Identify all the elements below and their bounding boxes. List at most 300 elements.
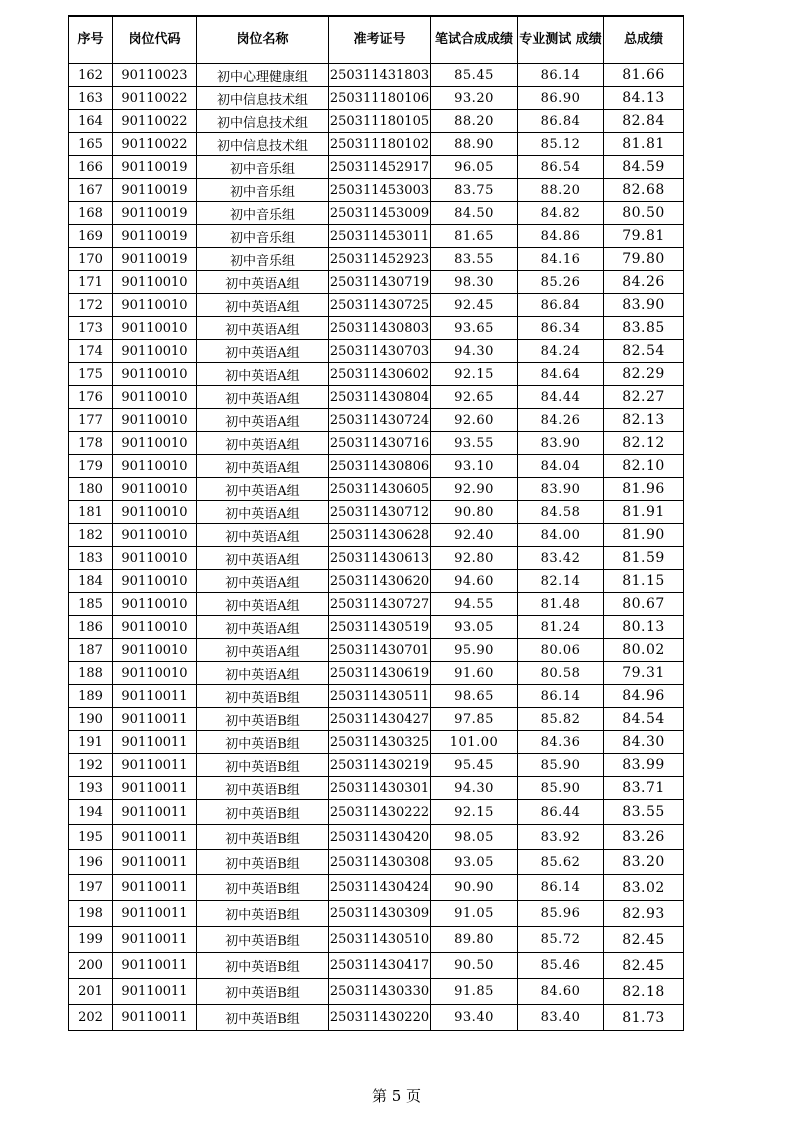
ticket-number-cell: 250311430427 [329,708,431,731]
ticket-number-cell: 250311430330 [329,979,431,1005]
ticket-number-cell: 250311430619 [329,662,431,685]
table-row [69,317,684,340]
table-row [69,953,684,979]
professional-score-cell: 80.06 [518,639,604,662]
ticket-number-cell: 250311452923 [329,248,431,271]
post-name-cell: 初中英语A组 [197,616,329,639]
professional-score-cell: 85.26 [518,271,604,294]
post-code-cell: 90110011 [113,953,197,979]
post-code-cell: 90110011 [113,708,197,731]
total-score-cell: 82.68 [604,179,684,202]
header-total-score: 总成绩 [604,16,684,64]
header-professional-score: 专业测试 成绩 [518,16,604,64]
professional-score-cell: 83.42 [518,547,604,570]
professional-score-cell: 86.34 [518,317,604,340]
post-code-cell: 90110010 [113,593,197,616]
ticket-number-cell: 250311430613 [329,547,431,570]
ticket-number-cell: 250311430803 [329,317,431,340]
row-index-cell: 174 [69,340,113,363]
post-code-cell: 90110010 [113,639,197,662]
written-score-cell: 92.15 [431,363,518,386]
row-index-cell: 181 [69,501,113,524]
professional-score-cell: 86.84 [518,294,604,317]
table-row [69,248,684,271]
post-name-cell: 初中信息技术组 [197,110,329,133]
total-score-cell: 83.71 [604,777,684,800]
post-name-cell: 初中英语B组 [197,777,329,800]
total-score-cell: 83.85 [604,317,684,340]
table-row [69,478,684,501]
post-name-cell: 初中英语A组 [197,662,329,685]
ticket-number-cell: 250311453011 [329,225,431,248]
written-score-cell: 88.20 [431,110,518,133]
written-score-cell: 92.60 [431,409,518,432]
row-index-cell: 194 [69,800,113,825]
row-index-cell: 169 [69,225,113,248]
table-body [69,64,684,1031]
ticket-number-cell: 250311430701 [329,639,431,662]
table-row [69,271,684,294]
row-index-cell: 199 [69,927,113,953]
written-score-cell: 98.30 [431,271,518,294]
row-index-cell: 192 [69,754,113,777]
ticket-number-cell: 250311430727 [329,593,431,616]
written-score-cell: 94.60 [431,570,518,593]
row-index-cell: 197 [69,875,113,901]
ticket-number-cell: 250311430510 [329,927,431,953]
row-index-cell: 177 [69,409,113,432]
post-code-cell: 90110011 [113,825,197,850]
table-row [69,708,684,731]
post-code-cell: 90110019 [113,179,197,202]
row-index-cell: 165 [69,133,113,156]
written-score-cell: 92.45 [431,294,518,317]
table-row [69,927,684,953]
ticket-number-cell: 250311430424 [329,875,431,901]
table-row [69,202,684,225]
professional-score-cell: 86.44 [518,800,604,825]
row-index-cell: 200 [69,953,113,979]
professional-score-cell: 84.58 [518,501,604,524]
total-score-cell: 82.29 [604,363,684,386]
post-code-cell: 90110011 [113,685,197,708]
ticket-number-cell: 250311430716 [329,432,431,455]
post-name-cell: 初中英语A组 [197,363,329,386]
post-name-cell: 初中英语A组 [197,340,329,363]
professional-score-cell: 85.62 [518,850,604,875]
table-row [69,225,684,248]
written-score-cell: 92.40 [431,524,518,547]
post-name-cell: 初中英语B组 [197,979,329,1005]
written-score-cell: 93.05 [431,616,518,639]
row-index-cell: 164 [69,110,113,133]
ticket-number-cell: 250311430602 [329,363,431,386]
table-row [69,800,684,825]
table-row [69,662,684,685]
post-name-cell: 初中音乐组 [197,156,329,179]
professional-score-cell: 88.20 [518,179,604,202]
post-name-cell: 初中信息技术组 [197,133,329,156]
post-code-cell: 90110022 [113,133,197,156]
written-score-cell: 91.85 [431,979,518,1005]
row-index-cell: 188 [69,662,113,685]
total-score-cell: 84.59 [604,156,684,179]
table-row [69,547,684,570]
ticket-number-cell: 250311430725 [329,294,431,317]
post-name-cell: 初中英语B组 [197,901,329,927]
ticket-number-cell: 250311453009 [329,202,431,225]
post-code-cell: 90110010 [113,271,197,294]
ticket-number-cell: 250311430511 [329,685,431,708]
table-row [69,455,684,478]
row-index-cell: 179 [69,455,113,478]
written-score-cell: 93.10 [431,455,518,478]
row-index-cell: 196 [69,850,113,875]
professional-score-cell: 82.14 [518,570,604,593]
total-score-cell: 82.45 [604,927,684,953]
written-score-cell: 93.55 [431,432,518,455]
professional-score-cell: 86.14 [518,64,604,87]
table-row [69,639,684,662]
table-header-row [69,16,684,64]
table-row [69,593,684,616]
ticket-number-cell: 250311430719 [329,271,431,294]
total-score-cell: 83.20 [604,850,684,875]
row-index-cell: 170 [69,248,113,271]
ticket-number-cell: 250311430628 [329,524,431,547]
post-name-cell: 初中英语B组 [197,685,329,708]
row-index-cell: 178 [69,432,113,455]
written-score-cell: 95.90 [431,639,518,662]
post-name-cell: 初中英语A组 [197,501,329,524]
row-index-cell: 168 [69,202,113,225]
professional-score-cell: 84.64 [518,363,604,386]
row-index-cell: 171 [69,271,113,294]
written-score-cell: 89.80 [431,927,518,953]
post-name-cell: 初中英语A组 [197,478,329,501]
professional-score-cell: 85.82 [518,708,604,731]
table-row [69,524,684,547]
ticket-number-cell: 250311430325 [329,731,431,754]
professional-score-cell: 84.16 [518,248,604,271]
post-name-cell: 初中英语A组 [197,524,329,547]
professional-score-cell: 84.00 [518,524,604,547]
row-index-cell: 201 [69,979,113,1005]
professional-score-cell: 83.90 [518,432,604,455]
post-code-cell: 90110011 [113,979,197,1005]
written-score-cell: 90.80 [431,501,518,524]
total-score-cell: 82.45 [604,953,684,979]
professional-score-cell: 86.14 [518,685,604,708]
total-score-cell: 84.30 [604,731,684,754]
professional-score-cell: 84.60 [518,979,604,1005]
professional-score-cell: 86.84 [518,110,604,133]
post-name-cell: 初中音乐组 [197,248,329,271]
post-code-cell: 90110010 [113,294,197,317]
total-score-cell: 84.54 [604,708,684,731]
total-score-cell: 80.13 [604,616,684,639]
row-index-cell: 163 [69,87,113,110]
row-index-cell: 184 [69,570,113,593]
ticket-number-cell: 250311431803 [329,64,431,87]
post-name-cell: 初中英语A组 [197,639,329,662]
ticket-number-cell: 250311453003 [329,179,431,202]
written-score-cell: 81.65 [431,225,518,248]
row-index-cell: 173 [69,317,113,340]
total-score-cell: 82.27 [604,386,684,409]
post-name-cell: 初中心理健康组 [197,64,329,87]
written-score-cell: 94.30 [431,340,518,363]
written-score-cell: 92.90 [431,478,518,501]
post-code-cell: 90110010 [113,432,197,455]
professional-score-cell: 80.58 [518,662,604,685]
total-score-cell: 82.54 [604,340,684,363]
ticket-number-cell: 250311452917 [329,156,431,179]
ticket-number-cell: 250311180105 [329,110,431,133]
table-row [69,901,684,927]
total-score-cell: 84.13 [604,87,684,110]
post-code-cell: 90110010 [113,478,197,501]
post-name-cell: 初中英语A组 [197,593,329,616]
ticket-number-cell: 250311430308 [329,850,431,875]
row-index-cell: 193 [69,777,113,800]
row-index-cell: 162 [69,64,113,87]
row-index-cell: 190 [69,708,113,731]
post-code-cell: 90110011 [113,1005,197,1031]
total-score-cell: 82.93 [604,901,684,927]
post-name-cell: 初中信息技术组 [197,87,329,110]
post-code-cell: 90110010 [113,616,197,639]
post-code-cell: 90110011 [113,754,197,777]
professional-score-cell: 83.40 [518,1005,604,1031]
row-index-cell: 186 [69,616,113,639]
written-score-cell: 95.45 [431,754,518,777]
post-code-cell: 90110010 [113,570,197,593]
post-code-cell: 90110010 [113,455,197,478]
row-index-cell: 176 [69,386,113,409]
post-code-cell: 90110010 [113,386,197,409]
professional-score-cell: 84.24 [518,340,604,363]
post-name-cell: 初中英语A组 [197,317,329,340]
table-row [69,616,684,639]
total-score-cell: 81.96 [604,478,684,501]
post-name-cell: 初中英语A组 [197,432,329,455]
table-row [69,825,684,850]
post-code-cell: 90110010 [113,340,197,363]
ticket-number-cell: 250311430219 [329,754,431,777]
table-row [69,1005,684,1031]
row-index-cell: 191 [69,731,113,754]
post-code-cell: 90110023 [113,64,197,87]
professional-score-cell: 85.46 [518,953,604,979]
written-score-cell: 101.00 [431,731,518,754]
professional-score-cell: 83.90 [518,478,604,501]
post-code-cell: 90110011 [113,875,197,901]
written-score-cell: 97.85 [431,708,518,731]
post-code-cell: 90110019 [113,225,197,248]
score-table [68,15,684,1031]
total-score-cell: 82.18 [604,979,684,1005]
table-row [69,294,684,317]
ticket-number-cell: 250311430420 [329,825,431,850]
written-score-cell: 98.05 [431,825,518,850]
professional-score-cell: 84.82 [518,202,604,225]
professional-score-cell: 85.90 [518,777,604,800]
professional-score-cell: 81.48 [518,593,604,616]
written-score-cell: 98.65 [431,685,518,708]
professional-score-cell: 85.12 [518,133,604,156]
row-index-cell: 195 [69,825,113,850]
professional-score-cell: 84.04 [518,455,604,478]
ticket-number-cell: 250311180102 [329,133,431,156]
post-name-cell: 初中音乐组 [197,202,329,225]
table-row [69,731,684,754]
total-score-cell: 81.90 [604,524,684,547]
table-row [69,409,684,432]
written-score-cell: 92.65 [431,386,518,409]
post-code-cell: 90110019 [113,248,197,271]
table-row [69,363,684,386]
post-name-cell: 初中英语A组 [197,547,329,570]
post-name-cell: 初中英语A组 [197,271,329,294]
header-ticket-number: 准考证号 [329,16,431,64]
post-name-cell: 初中英语A组 [197,386,329,409]
post-code-cell: 90110011 [113,731,197,754]
table-row [69,850,684,875]
post-name-cell: 初中音乐组 [197,179,329,202]
professional-score-cell: 83.92 [518,825,604,850]
ticket-number-cell: 250311430703 [329,340,431,363]
post-name-cell: 初中英语B组 [197,731,329,754]
total-score-cell: 81.73 [604,1005,684,1031]
row-index-cell: 172 [69,294,113,317]
post-code-cell: 90110010 [113,662,197,685]
professional-score-cell: 85.96 [518,901,604,927]
written-score-cell: 83.75 [431,179,518,202]
header-written-score: 笔试合成成绩 [431,16,518,64]
row-index-cell: 189 [69,685,113,708]
ticket-number-cell: 250311430620 [329,570,431,593]
table-row [69,179,684,202]
post-code-cell: 90110011 [113,927,197,953]
table-row [69,386,684,409]
written-score-cell: 93.40 [431,1005,518,1031]
row-index-cell: 187 [69,639,113,662]
written-score-cell: 83.55 [431,248,518,271]
professional-score-cell: 85.90 [518,754,604,777]
total-score-cell: 79.81 [604,225,684,248]
post-code-cell: 90110010 [113,524,197,547]
professional-score-cell: 84.36 [518,731,604,754]
post-code-cell: 90110011 [113,800,197,825]
ticket-number-cell: 250311430309 [329,901,431,927]
row-index-cell: 166 [69,156,113,179]
total-score-cell: 80.67 [604,593,684,616]
professional-score-cell: 85.72 [518,927,604,953]
post-name-cell: 初中英语B组 [197,708,329,731]
table-row [69,110,684,133]
ticket-number-cell: 250311430712 [329,501,431,524]
table-row [69,87,684,110]
written-score-cell: 90.50 [431,953,518,979]
table-row [69,340,684,363]
written-score-cell: 96.05 [431,156,518,179]
professional-score-cell: 86.54 [518,156,604,179]
written-score-cell: 92.80 [431,547,518,570]
total-score-cell: 80.50 [604,202,684,225]
ticket-number-cell: 250311430724 [329,409,431,432]
post-name-cell: 初中英语B组 [197,825,329,850]
post-code-cell: 90110010 [113,363,197,386]
ticket-number-cell: 250311180106 [329,87,431,110]
post-code-cell: 90110022 [113,110,197,133]
table-row [69,875,684,901]
total-score-cell: 83.26 [604,825,684,850]
post-code-cell: 90110010 [113,547,197,570]
professional-score-cell: 81.24 [518,616,604,639]
post-name-cell: 初中英语B组 [197,953,329,979]
total-score-cell: 81.81 [604,133,684,156]
written-score-cell: 94.30 [431,777,518,800]
written-score-cell: 88.90 [431,133,518,156]
written-score-cell: 93.20 [431,87,518,110]
written-score-cell: 93.05 [431,850,518,875]
table-row [69,64,684,87]
post-code-cell: 90110011 [113,777,197,800]
header-post-code: 岗位代码 [113,16,197,64]
row-index-cell: 198 [69,901,113,927]
total-score-cell: 80.02 [604,639,684,662]
table-row [69,685,684,708]
professional-score-cell: 86.14 [518,875,604,901]
total-score-cell: 79.80 [604,248,684,271]
total-score-cell: 83.02 [604,875,684,901]
row-index-cell: 167 [69,179,113,202]
total-score-cell: 81.15 [604,570,684,593]
ticket-number-cell: 250311430220 [329,1005,431,1031]
written-score-cell: 93.65 [431,317,518,340]
written-score-cell: 91.60 [431,662,518,685]
written-score-cell: 84.50 [431,202,518,225]
ticket-number-cell: 250311430222 [329,800,431,825]
post-code-cell: 90110010 [113,501,197,524]
professional-score-cell: 84.44 [518,386,604,409]
table-row [69,777,684,800]
written-score-cell: 94.55 [431,593,518,616]
table-row [69,133,684,156]
professional-score-cell: 86.90 [518,87,604,110]
post-name-cell: 初中英语B组 [197,927,329,953]
post-code-cell: 90110011 [113,901,197,927]
row-index-cell: 175 [69,363,113,386]
professional-score-cell: 84.26 [518,409,604,432]
total-score-cell: 82.84 [604,110,684,133]
table-row [69,979,684,1005]
written-score-cell: 85.45 [431,64,518,87]
ticket-number-cell: 250311430301 [329,777,431,800]
post-name-cell: 初中英语B组 [197,875,329,901]
row-index-cell: 183 [69,547,113,570]
post-name-cell: 初中英语A组 [197,409,329,432]
post-name-cell: 初中英语B组 [197,754,329,777]
professional-score-cell: 84.86 [518,225,604,248]
ticket-number-cell: 250311430417 [329,953,431,979]
total-score-cell: 83.99 [604,754,684,777]
table-row [69,432,684,455]
total-score-cell: 82.13 [604,409,684,432]
post-code-cell: 90110019 [113,156,197,179]
total-score-cell: 84.96 [604,685,684,708]
